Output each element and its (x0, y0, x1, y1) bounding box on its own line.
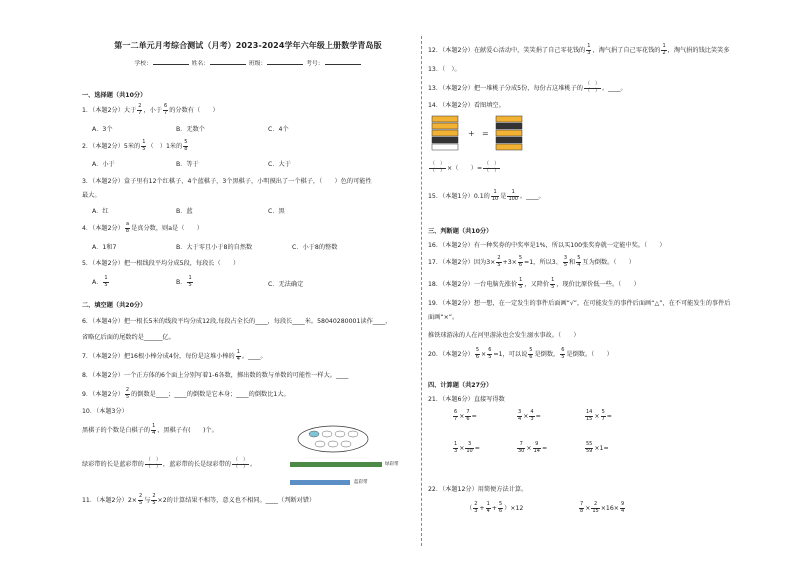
q3-option-b[interactable]: B．蓝 (176, 208, 193, 215)
calc-item: $\frac{7}{30}$ × $\frac{9}{14}$ = (518, 441, 548, 454)
section-choice: 一、选择题（共10分） (82, 92, 147, 99)
fraction: $\frac{( )}{( )}$ (584, 81, 600, 94)
question-19: 19．（本题2分）想一想，在一定发生的事件后面画“√”，在可能发生的事件后面画“△”，在不可能发生的事件后 (428, 300, 731, 307)
fraction: $\frac{2}{5}$ (125, 387, 130, 400)
q2-option-c[interactable]: C．大于 (268, 161, 291, 168)
calc-simplify-1: （ $\frac{2}{3}$ + $\frac{1}{4}$ + $\frac{5}{6}$ ）×12 (466, 501, 524, 514)
q1-option-b[interactable]: B．无数个 (176, 126, 205, 133)
blank-fraction: $\frac{( )}{( )}$ (145, 457, 161, 470)
student-info-row (82, 58, 414, 67)
fraction: $\frac{a}{8}$ (125, 221, 130, 234)
question-19-statement: 推铁球游泳的人在河里游泳也会发生溺水事故。（ ） (428, 332, 580, 339)
question-10-part1: 黑棋子的个数是白棋子的 $\frac{1}{4}$ ，黑棋子有( )个。 (82, 423, 218, 436)
question-13: 13．（本题2分）把一堆桃子分成5份，每份占这堆桃子的 $\frac{( )}{( )}$ 。____。 (428, 81, 627, 94)
page-title: 第一二单元月考综合测试（月考）2023-2024学年六年级上册数学青岛版 (114, 41, 382, 50)
question-1: 1．（本题2分）大于 $\frac{2}{7}$ ，小于 $\frac{6}{7}$ 的分数有（ ） (82, 103, 219, 116)
question-18: 18．（本题2分）一台电脑先涨价 $\frac{1}{5}$ ，又降价 $\frac{1}{5}$ ，现价比原价低一些。（ ） (428, 277, 640, 290)
calc-item: $\frac{55}{59}$ ×1= (586, 441, 609, 454)
q5-option-c[interactable]: C．无法确定 (268, 281, 304, 288)
q2-option-b[interactable]: B．等于 (176, 161, 199, 168)
question-14: 14．（本题2分）看图填空。 (428, 102, 505, 109)
green-ribbon-label: 绿彩带 (385, 462, 399, 467)
q1-option-c[interactable]: C．4个 (268, 126, 289, 133)
q3-option-c[interactable]: C．黑 (268, 208, 285, 215)
question-8: 8．（本题2分）一个正方体的6个面上分别写着1-6各数，掷出数的数与单数的可能性一样大。____ (82, 372, 349, 379)
fraction: $\frac{1}{100}$ (508, 189, 518, 202)
exam-no-label: 考号： (306, 61, 324, 67)
class-blank[interactable] (267, 58, 303, 65)
fraction: $\frac{1}{5}$ (104, 275, 108, 288)
question-14-equation: $\frac{( )}{( )}$ ×（ ）= $\frac{( )}{( )}$ (430, 161, 500, 174)
blank-fraction: $\frac{( )}{( )}$ (232, 457, 248, 470)
calc-item: $\frac{14}{15}$ × $\frac{5}{7}$ = (586, 409, 612, 422)
question-10: 10．（本题3分） (82, 408, 128, 415)
section-judge: 三、判断题（共10分） (428, 228, 493, 235)
question-12: 12．（本题2分）在献爱心活动中，笑笑捐了自己零花钱的 $\frac{1}{3}$ ，淘气捐了自己零花钱的 $\frac{1}{2}$ ，淘气捐的钱比笑笑多 (428, 43, 730, 56)
chess-pieces-figure (296, 424, 370, 454)
school-label: 学校： (134, 61, 152, 67)
question-3-cont: 最大。 (82, 192, 101, 199)
question-6: 6．（本题4分）把一根长5米的线段平均分成12段,每段占全长的____，每段长____米。58040280001读作____， (82, 318, 392, 325)
q1-option-a[interactable]: A．3个 (92, 126, 113, 133)
fraction: $\frac{5}{8}$ (184, 139, 188, 152)
fraction: $\frac{1}{4}$ (152, 423, 156, 436)
question-9: 9．（本题2分） $\frac{2}{5}$ 的倒数是____；____的倒数是它本身；____的倒数比1大。 (82, 387, 290, 400)
question-7: 7．（本题2分）把16根小棒分成4份，每份是这堆小棒的 $\frac{1}{4}$ 。____。 (82, 349, 267, 362)
calc-simplify-2: $\frac{7}{8}$ × $\frac{2}{15}$ ×16× $\frac{9}{4}$ (580, 501, 625, 514)
svg-text:=: = (482, 129, 489, 138)
fraction: $\frac{1}{2}$ (662, 43, 666, 56)
question-10-part2: 绿彩带的长是蓝彩带的 $\frac{( )}{( )}$ ，蓝彩带的长是绿彩带的 $\frac{( )}{( )}$ 。 (82, 457, 257, 470)
section-fill: 二、填空题（共20分） (82, 302, 147, 309)
question-17: 17．（本题2分）因为3× $\frac{2}{5}$ +3× $\frac{5}{6}$ =1，所以3、 $\frac{3}{5}$ 和 $\frac{5}{4}$ 互为倒数。（ ） (428, 255, 635, 268)
class-label: 班级： (248, 61, 267, 67)
fraction: $\frac{1}{10}$ (491, 189, 499, 202)
column-divider (421, 36, 422, 546)
q4-option-a[interactable]: A．1和7 (92, 244, 117, 251)
question-6-cont: 省略亿后面的尾数约是______亿。 (82, 334, 175, 341)
fraction: $\frac{1}{5}$ (188, 275, 192, 288)
question-20: 20．（本题2分） $\frac{5}{6}$ × $\frac{6}{5}$ =1，可以说 $\frac{5}{6}$ 是倒数， $\frac{6}{5}$ 是倒数。（ ） (428, 347, 613, 360)
fraction: $\frac{1}{3}$ (587, 43, 591, 56)
question-22: 22．（本题12分）用简便方法计算。 (428, 486, 528, 493)
question-16: 16．（本题2分）有一种奖券的中奖率是1%，所以买100张奖券就一定能中奖。（ ） (428, 242, 666, 249)
fraction: $\frac{6}{7}$ (164, 103, 168, 116)
svg-text:+: + (468, 129, 475, 138)
calc-item: $\frac{6}{7}$ × $\frac{7}{6}$ = (454, 409, 477, 422)
question-11: 11．（本题2分）2× $\frac{2}{5}$ 与 $\frac{2}{5}$ ×2的计算结果不相等，意义也不相同。____（判断对错） (82, 493, 316, 506)
q5-option-b[interactable]: B． $\frac{1}{5}$ (176, 275, 192, 288)
school-blank[interactable] (153, 58, 189, 65)
question-3: 3．（本题2分）盒子里有12个红棋子，4个蓝棋子，3个黑棋子，小明摸出了一个棋子，（ ）色的可能性 (82, 178, 372, 185)
question-15: 15．（本题1分）0.1的 $\frac{1}{10}$ 是 $\frac{1}{100}$ 。____。 (428, 189, 545, 202)
blue-ribbon-label: 蓝彩带 (354, 480, 368, 485)
section-calc: 四、计算题（共27分） (428, 382, 493, 389)
fraction: $\frac{1}{5}$ (142, 139, 146, 152)
fraction: $\frac{2}{5}$ (138, 493, 143, 506)
question-21: 21．（本题6分）直接写得数 (428, 396, 505, 403)
name-label: 姓名： (191, 61, 210, 67)
fraction: $\frac{2}{7}$ (138, 103, 142, 116)
fraction: $\frac{1}{4}$ (236, 349, 240, 362)
q5-option-a[interactable]: A． $\frac{1}{5}$ (92, 275, 108, 288)
q4-option-b[interactable]: B．大于零且小于8的自然数 (176, 244, 253, 251)
q4-option-c[interactable]: C．小于8的整数 (292, 244, 338, 251)
question-2: 2．（本题2分）5米的 $\frac{1}{5}$ （ ）1米的 $\frac{5}{8}$ (82, 139, 188, 152)
fraction-bars-figure (430, 114, 526, 154)
calc-item: $\frac{1}{3}$ × $\frac{3}{10}$ = (454, 441, 480, 454)
question-12-cont: 13．（ ）。 (428, 66, 461, 73)
question-5: 5．（本题2分）把一根线段平均分成5段，每段长（ ） (82, 260, 240, 267)
blue-ribbon (290, 480, 350, 485)
exam-no-blank[interactable] (325, 58, 361, 65)
name-blank[interactable] (210, 58, 246, 65)
question-4: 4．（本题2分） $\frac{a}{8}$ 是真分数，则a是（ ） (82, 221, 203, 234)
question-19-cont: 面画“×”。 (428, 314, 459, 321)
calc-item: $\frac{3}{4}$ × $\frac{4}{3}$ = (518, 409, 541, 422)
green-ribbon (290, 462, 382, 467)
q2-option-a[interactable]: A．小于 (92, 161, 115, 168)
q3-option-a[interactable]: A．红 (92, 208, 109, 215)
fraction: $\frac{2}{5}$ (152, 493, 156, 506)
